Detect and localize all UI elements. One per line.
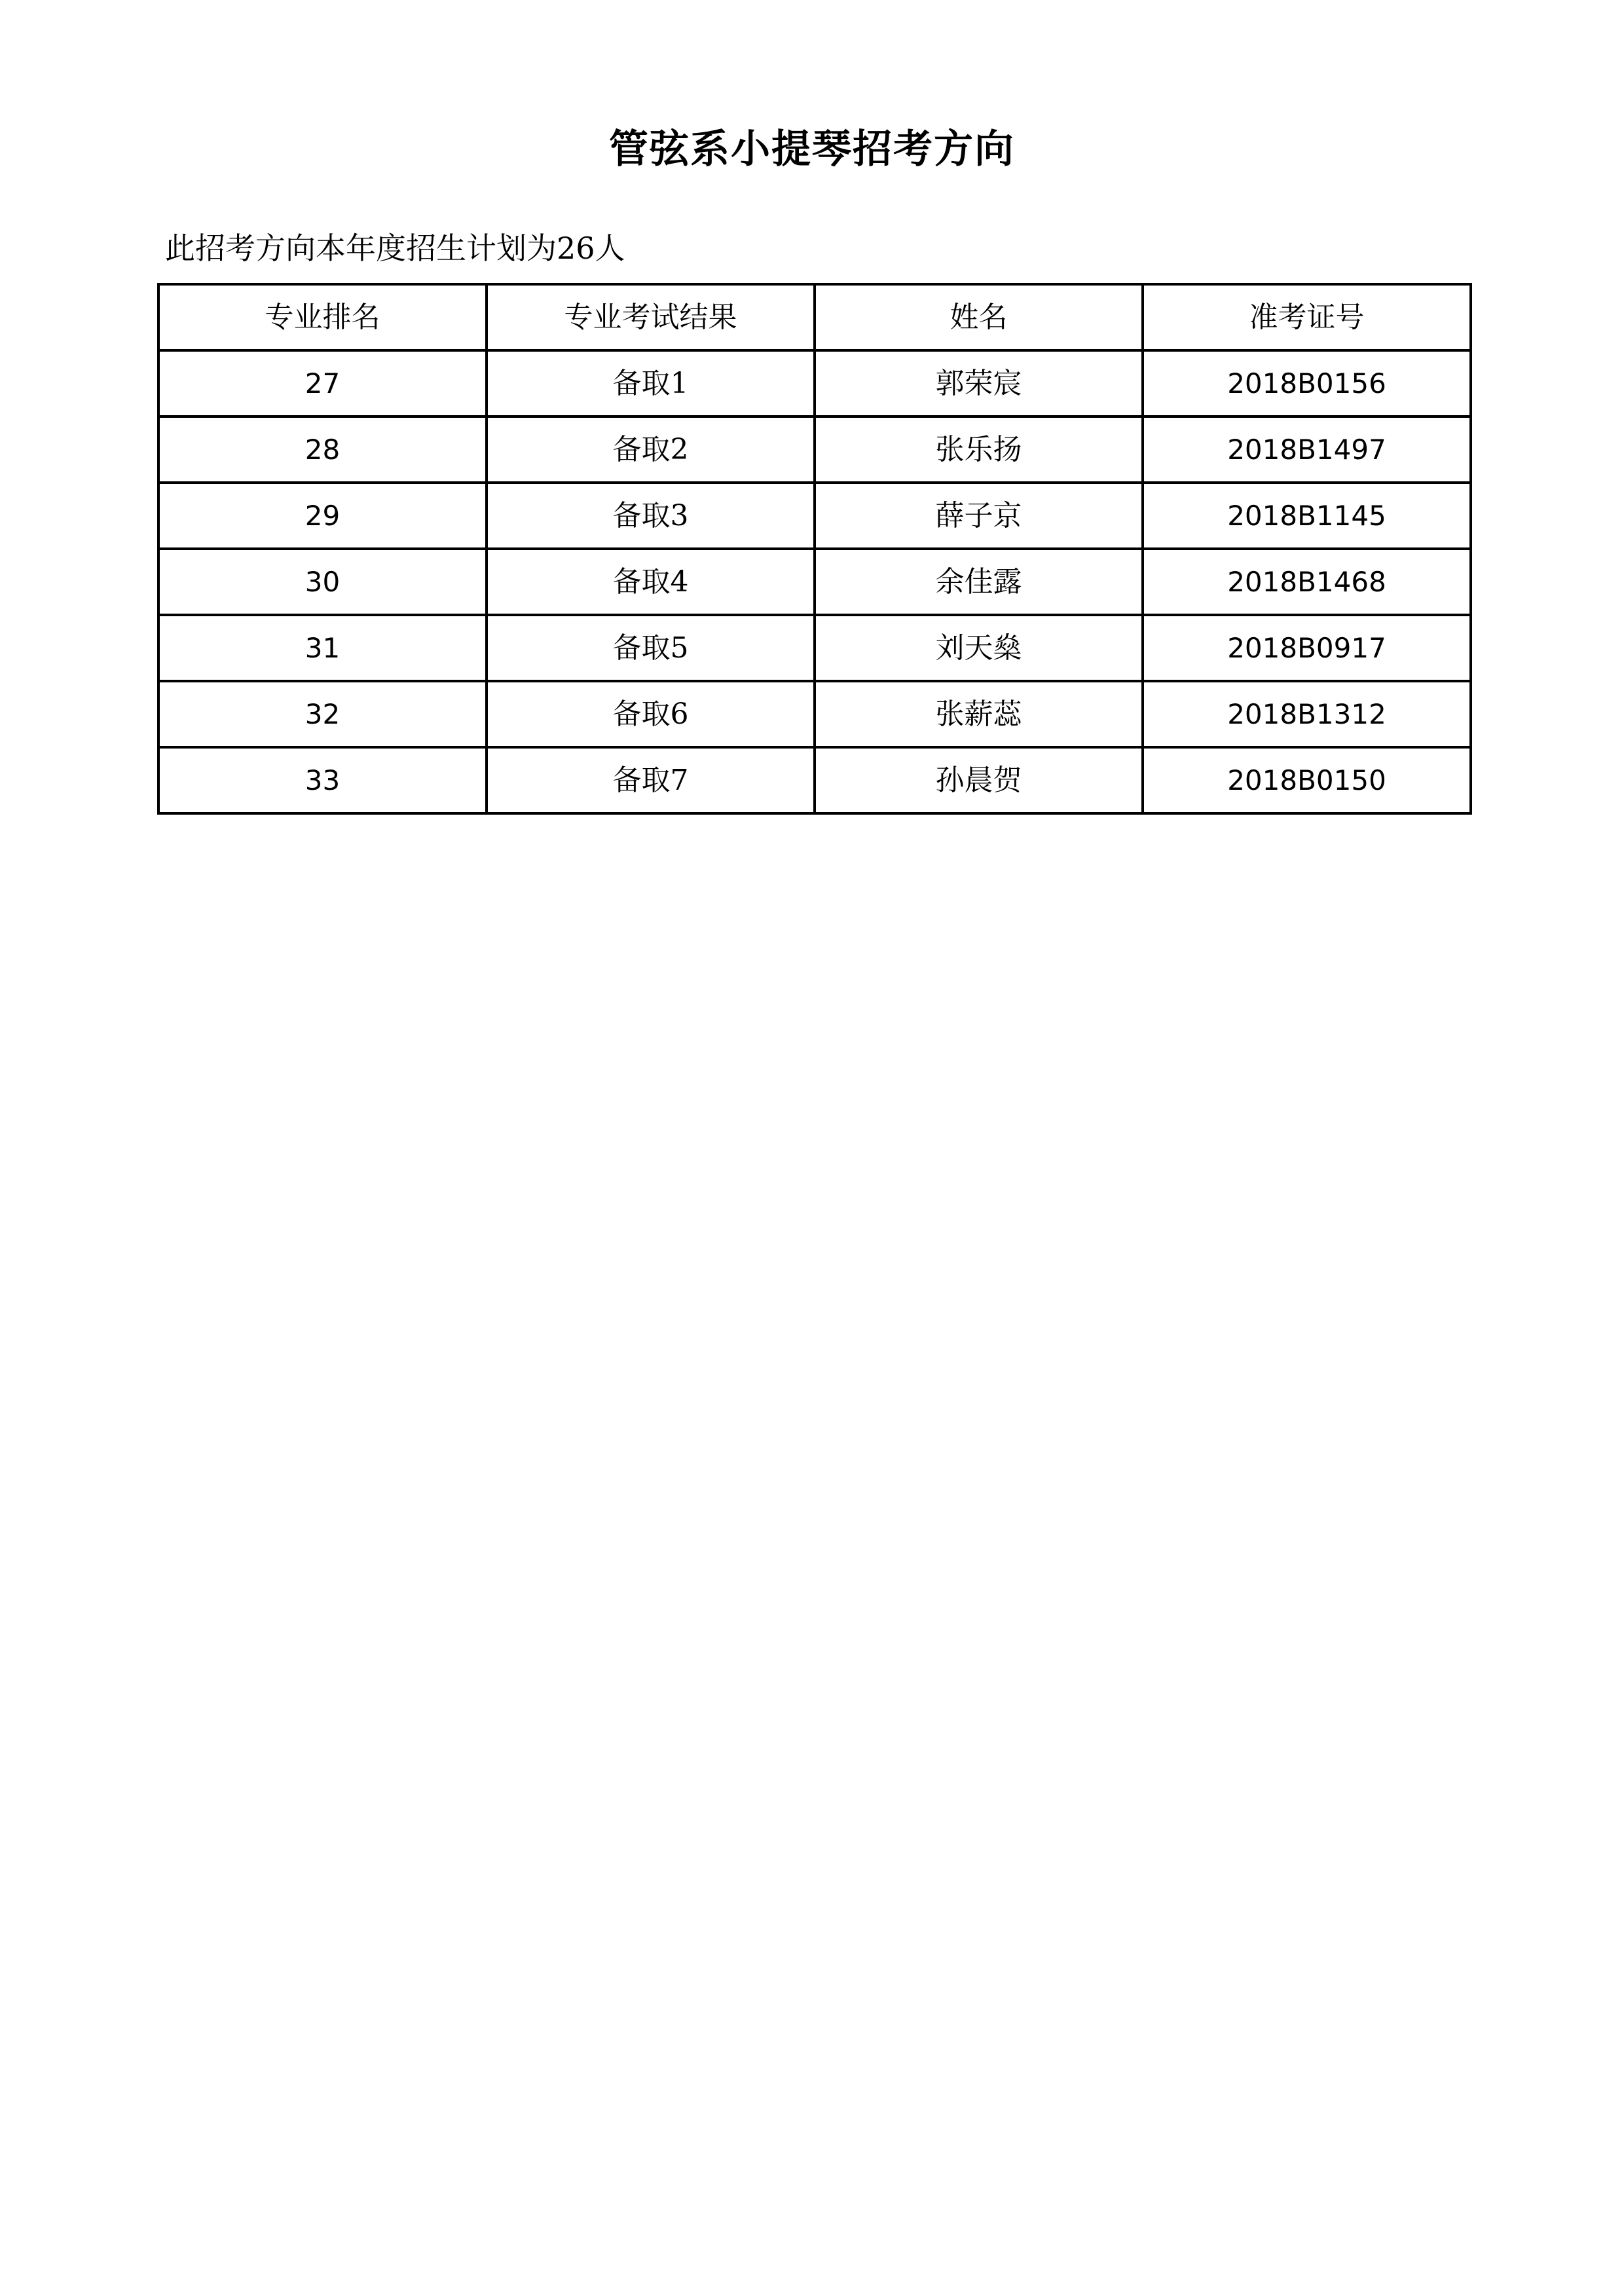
- cell-exam-result: 备取5: [487, 615, 815, 681]
- cell-exam-result: 备取7: [487, 747, 815, 813]
- cell-exam-result: 备取2: [487, 417, 815, 483]
- cell-rank: 33: [158, 747, 487, 813]
- enrollment-plan-note: 此招考方向本年度招生计划为26人: [165, 231, 625, 266]
- cell-rank: 30: [158, 549, 487, 615]
- cell-exam-result: 备取6: [487, 681, 815, 747]
- table-row: [158, 681, 1471, 747]
- table-row: [158, 747, 1471, 813]
- cell-name: 郭荣宸: [815, 350, 1143, 417]
- cell-exam-id: 2018B1468: [1143, 549, 1471, 615]
- cell-rank: 32: [158, 681, 487, 747]
- table-row: [158, 483, 1471, 549]
- cell-exam-id: 2018B0156: [1143, 350, 1471, 417]
- cell-exam-id: 2018B1497: [1143, 417, 1471, 483]
- header-exam-id: 准考证号: [1143, 284, 1471, 350]
- table-header-row: [158, 284, 1471, 350]
- table-row: [158, 350, 1471, 417]
- cell-name: 张乐扬: [815, 417, 1143, 483]
- cell-name: 薛子京: [815, 483, 1143, 549]
- cell-name: 孙晨贺: [815, 747, 1143, 813]
- cell-rank: 28: [158, 417, 487, 483]
- page-title: 管弦系小提琴招考方向: [609, 126, 1015, 172]
- cell-name: 余佳露: [815, 549, 1143, 615]
- cell-name: 张薪蕊: [815, 681, 1143, 747]
- table-row: [158, 417, 1471, 483]
- header-exam-result: 专业考试结果: [487, 284, 815, 350]
- header-name: 姓名: [815, 284, 1143, 350]
- cell-name: 刘天燊: [815, 615, 1143, 681]
- cell-rank: 27: [158, 350, 487, 417]
- cell-exam-id: 2018B1312: [1143, 681, 1471, 747]
- cell-exam-result: 备取4: [487, 549, 815, 615]
- header-rank: 专业排名: [158, 284, 487, 350]
- table-row: [158, 615, 1471, 681]
- cell-rank: 31: [158, 615, 487, 681]
- cell-rank: 29: [158, 483, 487, 549]
- cell-exam-result: 备取3: [487, 483, 815, 549]
- cell-exam-id: 2018B0917: [1143, 615, 1471, 681]
- table-row: [158, 549, 1471, 615]
- cell-exam-result: 备取1: [487, 350, 815, 417]
- cell-exam-id: 2018B0150: [1143, 747, 1471, 813]
- cell-exam-id: 2018B1145: [1143, 483, 1471, 549]
- admission-table: [157, 283, 1472, 815]
